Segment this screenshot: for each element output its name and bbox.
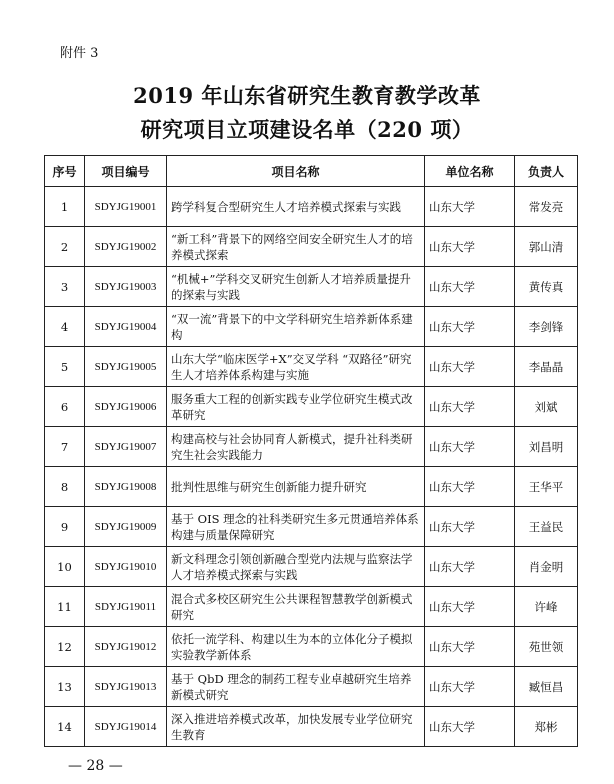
table-row [45,507,578,547]
cell-no: 1 [45,187,85,227]
table-row [45,347,578,387]
cell-unit: 山东大学 [425,707,515,747]
cell-name: 基于 OIS 理念的社科类研究生多元贯通培养体系构建与质量保障研究 [167,507,425,547]
cell-no: 11 [45,587,85,627]
cell-unit: 山东大学 [425,507,515,547]
table-row [45,547,578,587]
cell-no: 12 [45,627,85,667]
cell-code: SDYJG19005 [85,347,167,387]
cell-leader: 刘斌 [515,387,578,427]
header-row [45,156,578,187]
cell-no: 2 [45,227,85,267]
cell-leader: 臧恒昌 [515,667,578,707]
cell-name: 构建高校与社会协同育人新模式，提升社科类研究生社会实践能力 [167,427,425,467]
cell-unit: 山东大学 [425,347,515,387]
cell-leader: 王华平 [515,467,578,507]
cell-code: SDYJG19010 [85,547,167,587]
table-row [45,307,578,347]
cell-code: SDYJG19004 [85,307,167,347]
cell-leader: 王益民 [515,507,578,547]
table-body [45,187,578,747]
table-row [45,667,578,707]
cell-name: 服务重大工程的创新实践专业学位研究生模式改革研究 [167,387,425,427]
attachment-label: 附件 3 [60,46,99,61]
table-header [45,156,578,187]
header-no: 序号 [45,156,85,187]
table-row [45,187,578,227]
cell-leader: 苑世领 [515,627,578,667]
table-row [45,627,578,667]
cell-leader: 肖金明 [515,547,578,587]
cell-name: “新工科”背景下的网络空间安全研究生人才的培养模式探索 [167,227,425,267]
cell-no: 10 [45,547,85,587]
cell-leader: 黄传真 [515,267,578,307]
cell-no: 7 [45,427,85,467]
cell-unit: 山东大学 [425,467,515,507]
header-name: 项目名称 [167,156,425,187]
project-table [44,155,578,747]
cell-code: SDYJG19006 [85,387,167,427]
cell-unit: 山东大学 [425,627,515,667]
cell-name: 依托一流学科、构建以生为本的立体化分子模拟实验教学新体系 [167,627,425,667]
cell-unit: 山东大学 [425,667,515,707]
cell-name: 山东大学“临床医学+X”交叉学科 “双路径”研究生人才培养体系构建与实施 [167,347,425,387]
cell-unit: 山东大学 [425,227,515,267]
cell-leader: 李晶晶 [515,347,578,387]
table-row [45,267,578,307]
cell-code: SDYJG19014 [85,707,167,747]
cell-code: SDYJG19007 [85,427,167,467]
cell-code: SDYJG19002 [85,227,167,267]
cell-unit: 山东大学 [425,427,515,467]
cell-unit: 山东大学 [425,547,515,587]
cell-code: SDYJG19001 [85,187,167,227]
document-title-line2: 研究项目立项建设名单（220 项） [140,117,474,142]
cell-leader: 许峰 [515,587,578,627]
table-row [45,387,578,427]
cell-no: 13 [45,667,85,707]
cell-unit: 山东大学 [425,187,515,227]
cell-no: 8 [45,467,85,507]
document-title-line1: 2019 年山东省研究生教育教学改革 [133,83,481,108]
cell-no: 6 [45,387,85,427]
cell-name: 基于 QbD 理念的制药工程专业卓越研究生培养新模式研究 [167,667,425,707]
cell-name: 深入推进培养模式改革，加快发展专业学位研究生教育 [167,707,425,747]
cell-name: 混合式多校区研究生公共课程智慧教学创新模式研究 [167,587,425,627]
header-code: 项目编号 [85,156,167,187]
cell-code: SDYJG19009 [85,507,167,547]
cell-no: 14 [45,707,85,747]
header-leader: 负责人 [515,156,578,187]
cell-name: 批判性思维与研究生创新能力提升研究 [167,467,425,507]
cell-code: SDYJG19012 [85,627,167,667]
cell-leader: 刘昌明 [515,427,578,467]
cell-leader: 郭山清 [515,227,578,267]
cell-name: “机械+”学科交叉研究生创新人才培养质量提升的探索与实践 [167,267,425,307]
cell-code: SDYJG19003 [85,267,167,307]
cell-code: SDYJG19008 [85,467,167,507]
cell-no: 4 [45,307,85,347]
cell-no: 9 [45,507,85,547]
cell-leader: 常发亮 [515,187,578,227]
cell-code: SDYJG19013 [85,667,167,707]
cell-name: 跨学科复合型研究生人才培养模式探索与实践 [167,187,425,227]
cell-name: “双一流”背景下的中文学科研究生培养新体系建构 [167,307,425,347]
cell-name: 新文科理念引领创新融合型党内法规与监察法学人才培养模式探索与实践 [167,547,425,587]
header-unit: 单位名称 [425,156,515,187]
cell-code: SDYJG19011 [85,587,167,627]
table-row [45,707,578,747]
table-row [45,227,578,267]
table-row [45,467,578,507]
cell-no: 5 [45,347,85,387]
cell-unit: 山东大学 [425,387,515,427]
table-row [45,587,578,627]
cell-leader: 郑彬 [515,707,578,747]
cell-no: 3 [45,267,85,307]
cell-leader: 李剑锋 [515,307,578,347]
table-row [45,427,578,467]
cell-unit: 山东大学 [425,307,515,347]
cell-unit: 山东大学 [425,267,515,307]
cell-unit: 山东大学 [425,587,515,627]
page-number: — 28 — [68,758,123,774]
